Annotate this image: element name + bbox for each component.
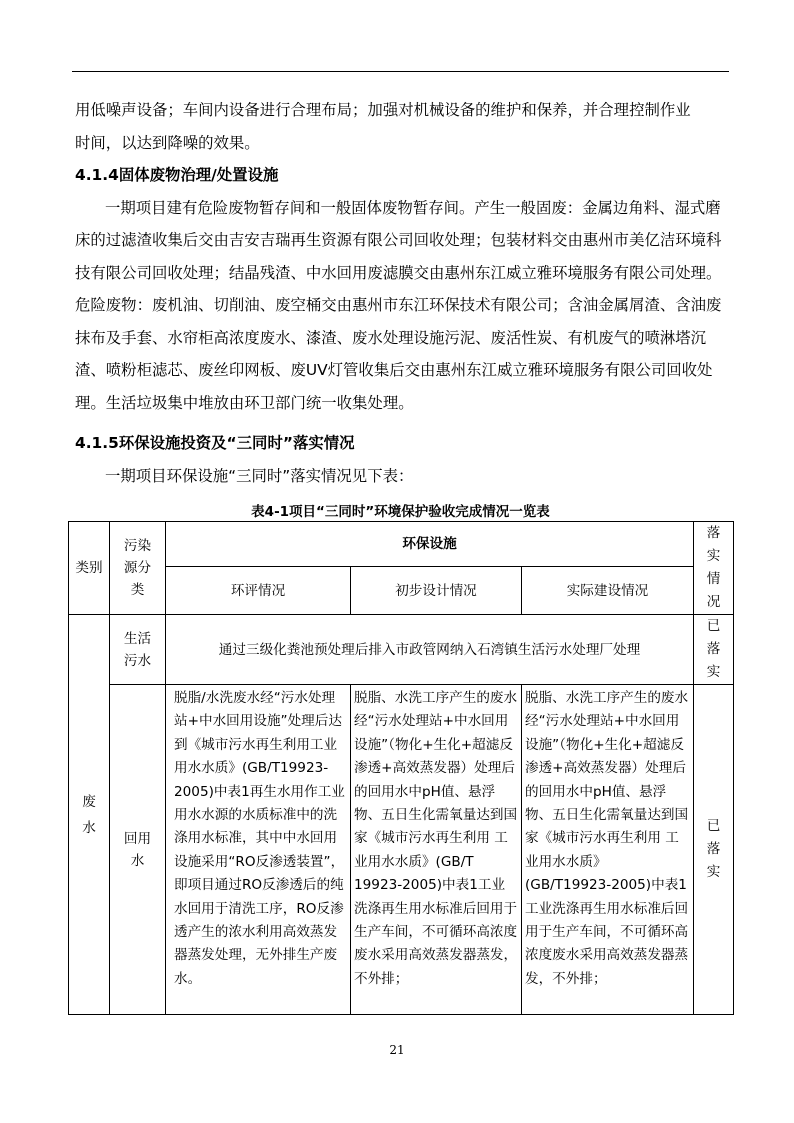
- status-cell: 已落实: [694, 685, 734, 1015]
- header-category: 类别: [69, 522, 110, 615]
- header-facilities: 环保设施: [166, 522, 694, 567]
- category-wastewater: 废水: [69, 615, 110, 1015]
- domestic-sewage-measure: 通过三级化粪池预处理后排入市政管网纳入石湾镇生活污水处理厂处理: [166, 615, 694, 685]
- table-caption: 表4-1项目“三同时”环境保护验收完成情况一览表: [251, 504, 550, 520]
- header-eia: 环评情况: [166, 567, 351, 615]
- table-row: [69, 615, 734, 685]
- header-actual: 实际建设情况: [522, 567, 694, 615]
- acceptance-table: [68, 521, 734, 1015]
- source-cell: 生活污水: [110, 615, 166, 685]
- header-rule: [72, 71, 729, 72]
- header-source: 污染源分类: [110, 522, 166, 615]
- three-simultaneous-intro: 一期项目环保设施“三同时”落实情况见下表：: [105, 466, 414, 485]
- eia-cell: 脱脂/水洗废水经“污水处理站+中水回用设施”处理后达到《城市污水再生利用工业用水水质》(GB/T19923-2005)中表1再生水用作工业用水水源的水质标准中的洗涤用水标准，其中中水回用设施采用“RO反渗透装置”，即项目通过RO反渗透后的纯水回用于清洗工序，RO反渗透产生的浓水利用高效蒸发器蒸发处理，无外排生产废水。: [166, 685, 351, 1015]
- solid-waste-paragraph: 一期项目建有危险废物暂存间和一般固体废物暂存间。产生一般固废：金属边角料、湿式磨床的过滤渣收集后交由吉安吉瑞再生资源有限公司回收处理；包装材料交由惠州市美亿洁环境科技有限公司回收处理；结晶残渣、中水回用废滤膜交由惠州东江威立雅环境服务有限公司处理。危险废物：废机油、切削油、废空桶交由惠州市东江环保技术有限公司；含油金属屑渣、含油废抹布及手套、水帘柜高浓度废水、漆渣、废水处理设施污泥、废活性炭、有机废气的喷淋塔沉渣、喷粉柜滤芯、废丝印网板、废UV灯管收集后交由惠州东江威立雅环境服务有限公司回收处理。生活垃圾集中堆放由环卫部门统一收集处理。: [75, 198, 722, 412]
- table-header-row-2: [69, 567, 734, 615]
- section-heading-4-1-5: 4.1.5环保设施投资及“三同时”落实情况: [75, 434, 355, 452]
- section-4-1-5: [75, 427, 729, 492]
- source-cell: 回用水: [110, 685, 166, 1015]
- intro-paragraph: [75, 94, 729, 159]
- table-header-row-1: [69, 522, 734, 567]
- intro-line-2: 时间，以达到降噪的效果。: [75, 133, 260, 152]
- status-cell: 已落实: [694, 615, 734, 685]
- actual-cell: 脱脂、水洗工序产生的废水经“污水处理站+中水回用设施”（物化+生化+超滤反渗透+高效蒸发器）处理后的回用水中pH值、悬浮物、五日生化需氧量达到国家《城市污水再生利用 工业用水水质》(GB/T19923-2005)中表1工业洗涤再生用水标准后回用于生产车间，不可循环高浓度废水采用高效蒸发器蒸发，不外排；: [522, 685, 694, 1015]
- header-status: 落实情况: [694, 522, 734, 615]
- section-heading-4-1-4: 4.1.4固体废物治理/处置设施: [75, 166, 279, 184]
- design-cell: 脱脂、水洗工序产生的废水经“污水处理站+中水回用设施”（物化+生化+超滤反渗透+高效蒸发器）处理后的回用水中pH值、悬浮物、五日生化需氧量达到国家《城市污水再生利用 工业用水水质》(GB/T 19923-2005)中表1工业洗涤再生用水标准后回用于生产车间，不可循环高浓度废水采用高效蒸发器蒸发，不外排；: [351, 685, 522, 1015]
- intro-line-1: 用低噪声设备；车间内设备进行合理布局；加强对机械设备的维护和保养，并合理控制作业: [75, 101, 691, 119]
- section-4-1-4: [75, 159, 729, 419]
- header-design: 初步设计情况: [351, 567, 522, 615]
- page-number: 21: [389, 1043, 405, 1057]
- table-row: [69, 685, 734, 1015]
